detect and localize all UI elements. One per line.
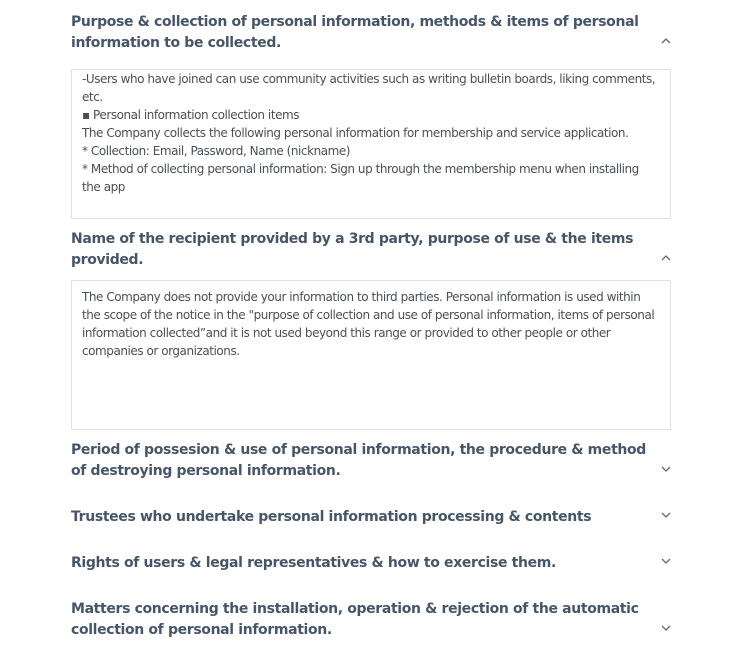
content-line: The Company does not provide your information to third parties. Personal information is used within the scope of the notice in the "purpose of collection and use of personal information, items of personal information collected”and it is not used beyond this range or provided to other people or other companies or organizations. [82, 290, 658, 358]
chevron-up-icon[interactable] [661, 255, 671, 261]
section-title: Rights of users & legal representatives & how to exercise them. [71, 555, 556, 571]
accordion-section-purpose-collection [71, 12, 671, 54]
chevron-up-icon[interactable] [661, 38, 671, 44]
section-title: Name of the recipient provided by a 3rd party, purpose of use & the items provided. [71, 231, 634, 268]
section-title: Trustees who undertake personal information processing & contents [71, 509, 592, 525]
content-line: * Collection: Email, Password, Name (nickname) [82, 144, 351, 158]
chevron-down-icon[interactable] [661, 558, 671, 564]
accordion-header-third-party[interactable] [71, 229, 671, 271]
accordion-section-retention-period [71, 440, 671, 482]
content-line: -Users who have joined can use community activities such as writing bulletin boards, liking comments, etc. [82, 72, 659, 104]
chevron-down-icon[interactable] [661, 512, 671, 518]
accordion-section-user-rights [71, 553, 671, 574]
section-title: Matters concerning the installation, operation & rejection of the automatic collection of personal information. [71, 601, 639, 638]
section-title: Purpose & collection of personal information, methods & items of personal information to be collected. [71, 14, 639, 51]
accordion-header-purpose-collection[interactable] [71, 12, 671, 54]
content-line: * Method of collecting personal information: Sign up through the membership menu when installing the app [82, 162, 643, 194]
section-content-box-third-party[interactable] [71, 280, 671, 430]
content-line: ▪ Personal information collection items [82, 108, 300, 122]
accordion-header-trustees[interactable] [71, 507, 671, 528]
chevron-down-icon[interactable] [661, 625, 671, 631]
accordion-header-user-rights[interactable] [71, 553, 671, 574]
section-content-box-purpose-collection[interactable] [71, 69, 671, 219]
content-line: The Company collects the following personal information for membership and service application. [82, 126, 629, 140]
accordion-section-trustees [71, 507, 671, 528]
accordion-header-retention-period[interactable] [71, 440, 671, 482]
accordion-section-third-party [71, 229, 671, 271]
accordion-header-automatic-collection[interactable] [71, 599, 671, 641]
accordion-section-automatic-collection [71, 599, 671, 641]
section-title: Period of possesion & use of personal information, the procedure & method of destroying personal information. [71, 442, 646, 479]
chevron-down-icon[interactable] [661, 466, 671, 472]
